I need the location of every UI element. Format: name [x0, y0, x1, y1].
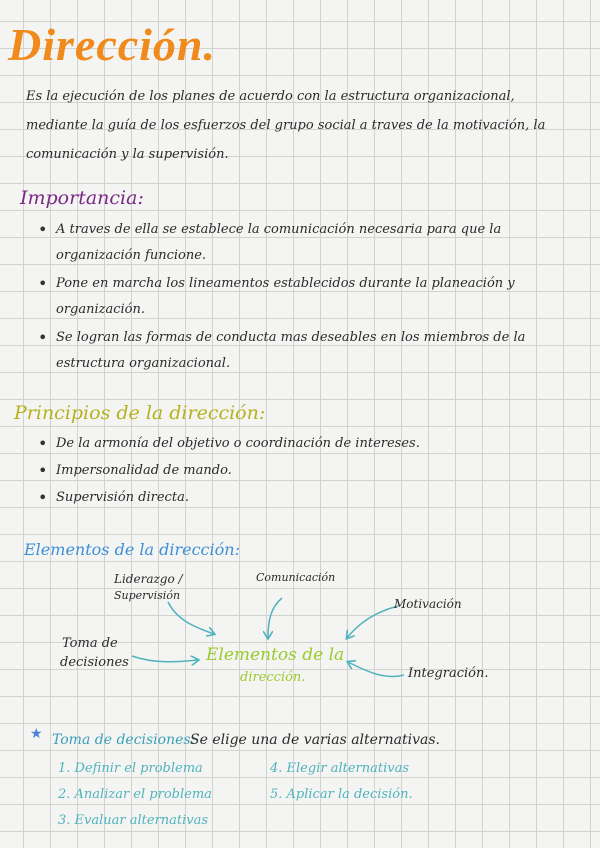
decision-step: 2. Analizar el problema	[58, 787, 212, 802]
decision-step: 1. Definir el problema	[58, 761, 203, 776]
arrow-liderazgo	[168, 602, 214, 634]
decision-step: 3. Evaluar alternativas	[58, 813, 209, 828]
elements-heading: Elementos de la dirección:	[24, 540, 240, 559]
decisions-heading: Toma de decisiones:	[52, 732, 196, 748]
supervision-label: Supervisión	[114, 589, 181, 602]
motivacion-label: Motivación	[394, 597, 462, 611]
arrow-comunicacion	[268, 598, 282, 638]
definition-paragraph: Es la ejecución de los planes de acuerdo con la estructura organizacional, mediante la guía de los esfuerzos del grupo social a traves de la motivación, la comunicación y la supervisión.	[26, 89, 546, 162]
importance-item: • Pone en marcha los lineamentos establecidos durante la planeación y organización.	[32, 271, 572, 323]
importance-item: • A traves de ella se establece la comunicación necesaria para que la organización funcione.	[32, 217, 572, 269]
principle-item: • De la armonía del objetivo o coordinación de intereses.	[32, 430, 552, 457]
integracion-label: Integración.	[408, 666, 489, 681]
importance-heading: Importancia:	[20, 187, 144, 209]
principle-item: • Impersonalidad de mando.	[32, 457, 552, 484]
toma-label-1: Toma de	[62, 636, 118, 651]
decision-step: 5. Aplicar la decisión.	[270, 787, 413, 802]
toma-label-2: decisiones	[60, 655, 129, 670]
arrow-toma	[132, 656, 198, 662]
arrow-motivacion	[347, 606, 398, 638]
liderazgo-label: Liderazgo /	[114, 572, 183, 586]
elements-center-sub: dirección.	[240, 670, 306, 685]
importance-item: • Se logran las formas de conducta mas deseables en los miembros de la estructura organizacional.	[32, 325, 572, 377]
principles-heading: Principios de la dirección:	[14, 402, 266, 424]
elements-center-node: Elementos de la	[206, 645, 345, 665]
page-title: Dirección.	[8, 19, 217, 70]
principle-item: • Supervisión directa.	[32, 484, 552, 511]
arrow-integracion	[348, 662, 404, 677]
star-icon: ★	[30, 726, 43, 742]
decisions-description: Se elige una de varias alternativas.	[190, 732, 440, 748]
decision-step: 4. Elegir alternativas	[270, 761, 410, 776]
comunicacion-label: Comunicación	[256, 571, 336, 584]
